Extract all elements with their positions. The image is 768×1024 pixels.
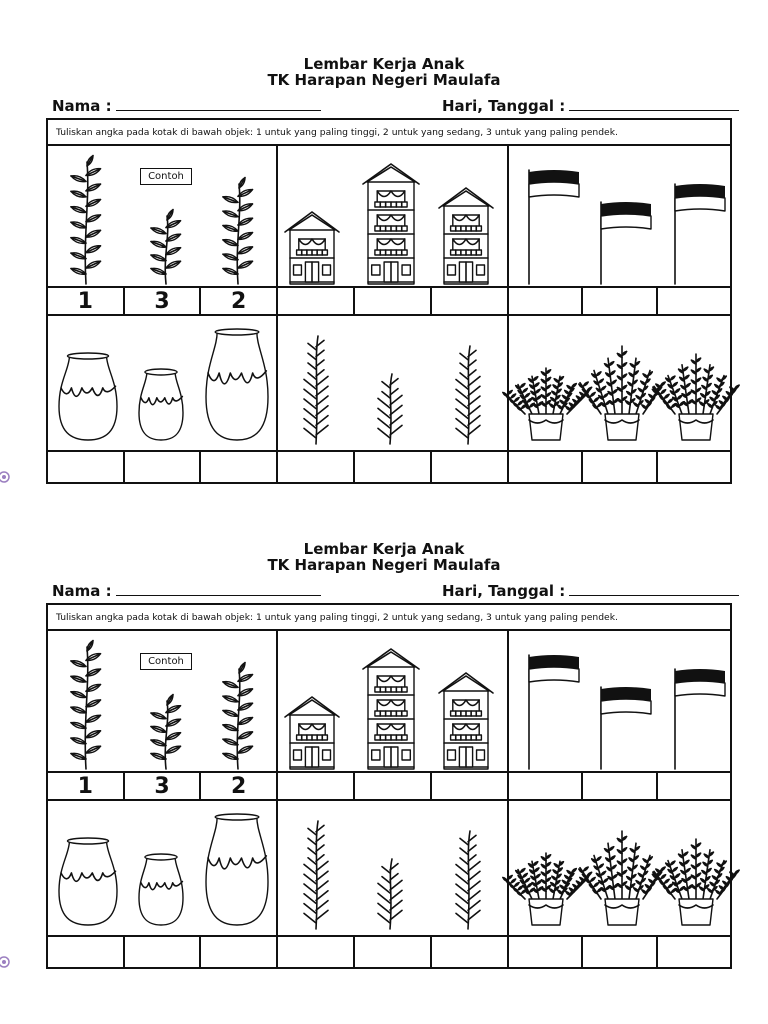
answer-box[interactable] (509, 452, 583, 482)
date-field[interactable] (442, 581, 739, 600)
answer-box[interactable] (355, 937, 432, 967)
panel-grass (278, 801, 507, 967)
answer-box[interactable] (278, 452, 355, 482)
plant-icon (48, 631, 276, 771)
plant-icon (48, 146, 276, 286)
potted-plant-icon (509, 316, 730, 450)
answer-box[interactable] (658, 288, 730, 316)
date-label: Hari, Tanggal : (442, 582, 566, 600)
answer-box[interactable] (48, 937, 125, 967)
school-name: TK Harapan Negeri Maulafa (267, 556, 501, 574)
answer-box: 1 (48, 288, 125, 316)
plant-icon (151, 695, 181, 769)
worksheet-bottom (0, 535, 768, 1015)
answer-box[interactable] (658, 773, 730, 801)
answer-box[interactable] (509, 937, 583, 967)
grass-icon (304, 336, 328, 444)
answer-box[interactable] (432, 288, 507, 316)
plant-icon (151, 210, 181, 284)
answer-box[interactable] (432, 773, 507, 801)
answer-box: 1 (48, 773, 125, 801)
plant-icon (223, 178, 253, 284)
worksheet-title: Lembar Kerja Anak (303, 55, 465, 73)
answer-box: 3 (125, 773, 202, 801)
house-icon (285, 697, 339, 769)
flag-icon (529, 170, 579, 284)
flag-icon (529, 655, 579, 769)
grass-icon (378, 374, 402, 444)
answer-box[interactable] (355, 773, 432, 801)
vase-icon (48, 316, 276, 450)
date-field[interactable] (442, 96, 739, 115)
answer-row (278, 771, 507, 801)
plant-icon (71, 641, 101, 769)
panel-flags (509, 631, 730, 799)
answer-box[interactable] (509, 773, 583, 801)
house-icon (439, 188, 493, 284)
name-label: Nama : (52, 97, 112, 115)
date-blank[interactable] (569, 96, 739, 111)
potted-plant-icon (579, 831, 665, 925)
vase-icon (206, 814, 268, 925)
name-label: Nama : (52, 582, 112, 600)
answer-box[interactable] (583, 937, 657, 967)
flag-icon (509, 631, 730, 771)
answer-box[interactable] (432, 937, 507, 967)
answer-box: 2 (231, 774, 247, 799)
answer-box: 2 (231, 289, 247, 314)
name-blank[interactable] (116, 96, 321, 111)
example-label: Contoh (140, 653, 192, 670)
name-field[interactable] (52, 96, 321, 115)
answer-box[interactable] (355, 452, 432, 482)
exercise-grid (46, 603, 732, 969)
date-label: Hari, Tanggal : (442, 97, 566, 115)
answer-row (278, 286, 507, 316)
house-icon (285, 212, 339, 284)
answer-row (48, 286, 276, 316)
grass-icon (278, 801, 507, 935)
house-icon (363, 649, 419, 769)
answer-box[interactable] (583, 452, 657, 482)
panel-flags (509, 146, 730, 314)
answer-box: 3 (125, 288, 202, 316)
panel-vases (48, 316, 276, 482)
flag-icon (601, 687, 651, 769)
potted-plant-icon (509, 801, 730, 935)
potted-plant-icon (503, 853, 589, 925)
example-label: Contoh (140, 168, 192, 185)
instruction-text: Tuliskan angka pada kotak di bawah objek: 1 untuk yang paling tinggi, 2 untuk yang sedang, 3 untuk yang paling pendek. (48, 120, 730, 146)
potted-plant-icon (653, 839, 739, 925)
grass-icon (304, 821, 328, 929)
instruction-text: Tuliskan angka pada kotak di bawah objek: 1 untuk yang paling tinggi, 2 untuk yang sedang, 3 untuk yang paling pendek. (48, 605, 730, 631)
flag-icon (675, 184, 725, 284)
potted-plant-icon (503, 368, 589, 440)
answer-box[interactable] (355, 288, 432, 316)
plant-icon (223, 663, 253, 769)
panel-grass (278, 316, 507, 482)
flag-icon (601, 202, 651, 284)
answer-row (509, 450, 730, 482)
school-name: TK Harapan Negeri Maulafa (267, 71, 501, 89)
vase-icon (48, 801, 276, 935)
house-icon (278, 146, 507, 286)
answer-box[interactable] (509, 288, 583, 316)
answer-row (48, 935, 276, 967)
vase-icon (59, 353, 117, 440)
plant-icon (48, 146, 276, 286)
exercise-grid (46, 118, 732, 484)
answer-row (509, 935, 730, 967)
flag-icon (509, 146, 730, 286)
answer-box[interactable] (48, 452, 125, 482)
panel-vases (48, 801, 276, 967)
potted-plant-icon (579, 346, 665, 440)
answer-row (48, 771, 276, 801)
house-icon (278, 631, 507, 771)
answer-box[interactable] (583, 773, 657, 801)
flower-icon (0, 470, 11, 484)
panel-leafy-plant (48, 146, 276, 314)
date-blank[interactable] (569, 581, 739, 596)
flower-icon (0, 955, 11, 969)
worksheet-title: Lembar Kerja Anak (303, 540, 465, 558)
answer-box[interactable] (278, 773, 355, 801)
panel-potted-plants (509, 801, 730, 967)
answer-box[interactable] (432, 452, 507, 482)
answer-box[interactable] (125, 452, 202, 482)
vase-icon (206, 329, 268, 440)
panel-leafy-plant (48, 631, 276, 799)
grass-icon (456, 831, 480, 929)
answer-box[interactable] (278, 288, 355, 316)
answer-box[interactable] (658, 452, 730, 482)
answer-row (278, 935, 507, 967)
name-field[interactable] (52, 581, 321, 600)
house-icon (363, 164, 419, 284)
panel-houses (278, 631, 507, 799)
plant-icon (71, 156, 101, 284)
panel-houses (278, 146, 507, 314)
house-icon (439, 673, 493, 769)
answer-row (278, 450, 507, 482)
answer-box[interactable] (201, 937, 276, 967)
grass-icon (278, 316, 507, 450)
vase-icon (59, 838, 117, 925)
answer-box[interactable] (201, 452, 276, 482)
grass-icon (456, 346, 480, 444)
grass-icon (378, 859, 402, 929)
plant-icon (48, 631, 276, 771)
panel-potted-plants (509, 316, 730, 482)
vase-icon (139, 854, 183, 925)
answer-row (509, 771, 730, 801)
answer-box[interactable] (278, 937, 355, 967)
answer-box[interactable] (658, 937, 730, 967)
answer-row (48, 450, 276, 482)
answer-box[interactable] (583, 288, 657, 316)
vase-icon (139, 369, 183, 440)
worksheet-top (0, 50, 768, 530)
flag-icon (675, 669, 725, 769)
potted-plant-icon (653, 354, 739, 440)
answer-box[interactable] (125, 937, 202, 967)
name-blank[interactable] (116, 581, 321, 596)
answer-row (509, 286, 730, 316)
